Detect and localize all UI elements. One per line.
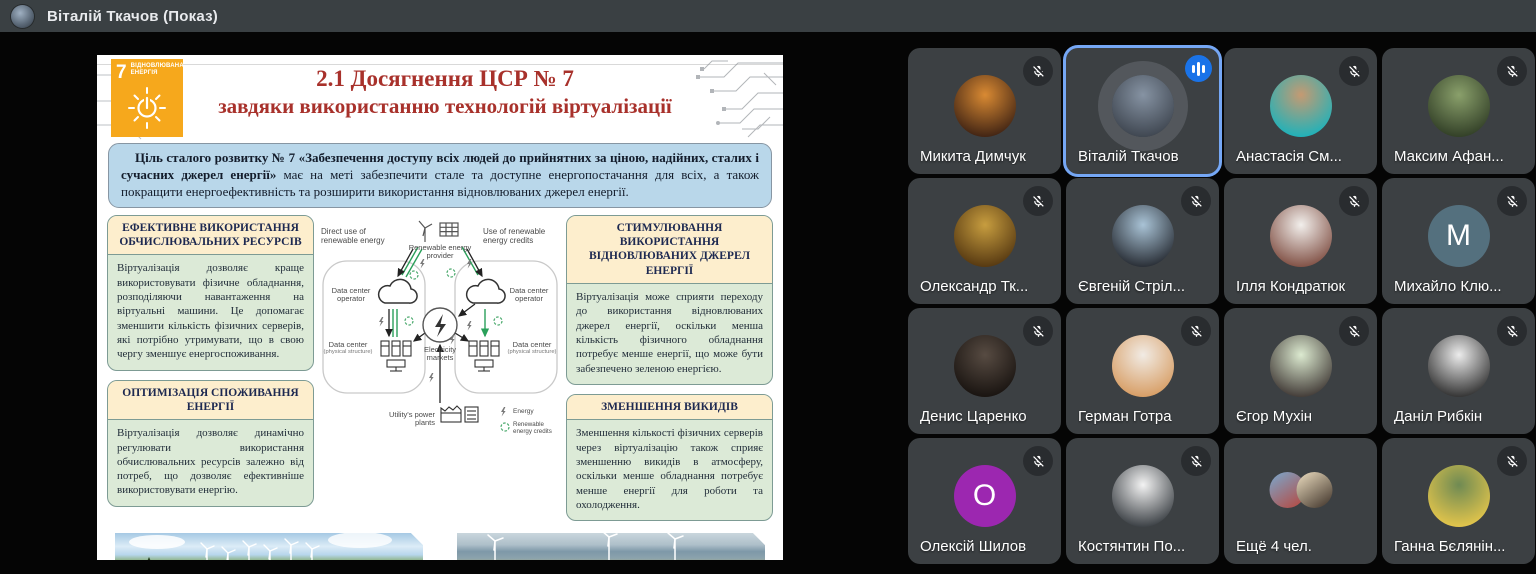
- participant-tile[interactable]: [1066, 308, 1219, 434]
- participant-tile[interactable]: [908, 178, 1061, 304]
- participant-tile[interactable]: [908, 308, 1061, 434]
- participant-name: Віталій Ткачов: [1078, 148, 1179, 165]
- participant-name: Олександр Тк...: [920, 278, 1029, 295]
- avatar: О: [954, 465, 1016, 527]
- avatar: [1112, 335, 1174, 397]
- avatar: [1428, 75, 1490, 137]
- presenter-name: Віталій Ткачов (Показ): [47, 7, 218, 25]
- participant-tile[interactable]: [1382, 438, 1535, 564]
- shared-screen-stage: [0, 32, 896, 574]
- avatar: [954, 75, 1016, 137]
- datacenter-art: [457, 533, 765, 560]
- participant-name: Євгеній Стріл...: [1078, 278, 1186, 295]
- participant-tile[interactable]: [1224, 48, 1377, 174]
- participant-tile[interactable]: [1224, 438, 1377, 564]
- info-box-energy-optimization: [107, 380, 314, 507]
- participant-name: Анастасія См...: [1236, 148, 1342, 165]
- participant-tile[interactable]: [908, 48, 1061, 174]
- avatar: [954, 205, 1016, 267]
- speaking-indicator-icon: [1185, 55, 1212, 82]
- info-box-emissions: [566, 394, 773, 521]
- info-box-title: ЕФЕКТИВНЕ ВИКОРИСТАННЯ ОБЧИСЛЮВАЛЬНИХ РЕСУРСІВ: [108, 216, 313, 256]
- slide-content: [97, 208, 783, 521]
- right-column: [566, 215, 773, 521]
- avatar: [1270, 335, 1332, 397]
- diagram-label-datacenter: Data center (physical structure): [507, 339, 557, 356]
- mic-muted-icon: [1497, 316, 1527, 346]
- mic-muted-icon: [1023, 56, 1053, 86]
- mic-muted-icon: [1181, 446, 1211, 476]
- energy-flow-diagram: [321, 215, 559, 453]
- participant-name: Денис Царенко: [920, 408, 1027, 425]
- participant-tile[interactable]: [908, 438, 1061, 564]
- info-box-body: Віртуалізація може сприяти переходу до використання відновлюваних джерел енергії, оскільки менша кількість фізичного обладнання потребує менше енергії, що може бути забезпечено зеленою енергією.: [576, 291, 763, 375]
- left-column: [107, 215, 314, 507]
- slide-title-line1: 2.1 Досягнення ЦСР № 7: [316, 66, 574, 91]
- participant-name: Микита Димчук: [920, 148, 1026, 165]
- participant-tile[interactable]: [1066, 48, 1219, 174]
- participant-tile[interactable]: [1382, 308, 1535, 434]
- mic-muted-icon: [1339, 186, 1369, 216]
- diagram-label-credits-use: Use of renewable energy credits: [483, 226, 546, 245]
- participant-tile[interactable]: [1382, 178, 1535, 304]
- diagram-label-provider: Renewable energy provider: [408, 242, 472, 261]
- avatar: М: [1428, 205, 1490, 267]
- avatar: [1269, 472, 1332, 508]
- participant-name: Герман Готра: [1078, 408, 1172, 425]
- slide-header: [97, 55, 783, 141]
- diagram-label-direct-use: Direct use of renewable energy: [321, 226, 385, 245]
- slide-title: [217, 65, 673, 119]
- sdg-number: 7: [116, 62, 127, 83]
- info-box-compute-resources: [107, 215, 314, 371]
- photo-wind-solar-farm: [111, 529, 427, 560]
- avatar: [1112, 205, 1174, 267]
- sdg7-badge: [111, 59, 183, 137]
- callout-text: має на меті забезпечити стале та доступне енергопостачання для всіх, а також покращити енергоефективність та розширити використання відновлюваних джерел енергії.: [121, 166, 759, 199]
- mic-muted-icon: [1339, 56, 1369, 86]
- avatar: [1428, 465, 1490, 527]
- participant-name: Єгор Мухін: [1236, 408, 1313, 425]
- avatar: [1270, 205, 1332, 267]
- presentation-slide: [97, 55, 783, 560]
- participant-name: Ганна Бєлянін...: [1394, 538, 1506, 555]
- info-box-title: ЗМЕНШЕННЯ ВИКИДІВ: [567, 395, 772, 420]
- participant-name: Ілля Кондратюк: [1236, 278, 1346, 295]
- diagram-legend-credits: Renewable energy credits: [513, 420, 552, 435]
- mic-muted-icon: [1023, 186, 1053, 216]
- mic-muted-icon: [1497, 186, 1527, 216]
- diagram-label-operator: Data center operator: [509, 285, 549, 304]
- diagram-label-datacenter: Data center (physical structure): [323, 339, 373, 356]
- sdg-definition-callout: [108, 143, 772, 208]
- participant-tile[interactable]: [1224, 308, 1377, 434]
- avatar: [1112, 465, 1174, 527]
- participant-tile[interactable]: [1382, 48, 1535, 174]
- diagram-label-utility: Utility's power plants: [388, 409, 435, 428]
- mic-muted-icon: [1339, 316, 1369, 346]
- diagram-label-operator: Data center operator: [331, 285, 371, 304]
- participant-tile[interactable]: [1066, 438, 1219, 564]
- avatar: [1428, 335, 1490, 397]
- diagram-label-market: Electricity markets: [423, 344, 457, 363]
- presenter-avatar: [11, 5, 34, 28]
- participant-name: Олексій Шилов: [920, 538, 1027, 555]
- participants-grid: [908, 48, 1535, 564]
- top-bar: [0, 0, 1536, 32]
- info-box-title: СТИМУЛЮВАННЯ ВИКОРИСТАННЯ ВІДНОВЛЮВАНИХ ДЖЕРЕЛ ЕНЕРГІЇ: [567, 216, 772, 285]
- slide-photos: [97, 521, 783, 560]
- avatar: [1112, 75, 1174, 137]
- participant-tile[interactable]: [1066, 178, 1219, 304]
- mic-muted-icon: [1181, 316, 1211, 346]
- mic-muted-icon: [1497, 446, 1527, 476]
- info-box-title: ОПТИМІЗАЦІЯ СПОЖИВАННЯ ЕНЕРГІЇ: [108, 381, 313, 421]
- participant-name: Максим Афан...: [1394, 148, 1504, 165]
- callout-bold-text: Ціль сталого розвитку № 7 «Забезпечення доступу всіх людей до прийнятних за ціною, надійних, сталих і сучасних джерел енергії»: [121, 150, 759, 182]
- photo-datacenter-wind: [453, 529, 769, 560]
- sdg-label: ВІДНОВЛЮВАНА ЕНЕРГІЯ: [130, 63, 184, 76]
- info-box-body: Віртуалізація дозволяє динамічно регулювати використання обчислювальних ресурсів залежно від потреб, що дозволяє ефективніше використовувати енергію.: [117, 427, 304, 497]
- sun-energy-icon: [126, 86, 168, 130]
- slide-title-line2: завдяки використанню технологій віртуалізації: [218, 93, 672, 118]
- mic-muted-icon: [1497, 56, 1527, 86]
- mic-muted-icon: [1023, 316, 1053, 346]
- wind-solar-art: [115, 533, 423, 560]
- avatar: [954, 335, 1016, 397]
- participant-name: Даніл Рибкін: [1394, 408, 1483, 425]
- mic-muted-icon: [1023, 446, 1053, 476]
- info-box-renewables: [566, 215, 773, 385]
- participant-name: Ещё 4 чел.: [1236, 538, 1312, 555]
- diagram-legend-energy: Energy: [513, 407, 534, 415]
- mic-muted-icon: [1181, 186, 1211, 216]
- info-box-body: Віртуалізація дозволяє краще використовувати фізичне обладнання, розподіляючи навантаження на віртуальні машини. Це допомагає зменшити кількість фізичних серверів, які потрібно утримувати, що в свою чергу зменшує енергоспоживання.: [117, 262, 304, 361]
- info-box-body: Зменшення кількості фізичних серверів через віртуалізацію також сприяє зменшенню викидів в атмосферу, оскільки менше обладнання потребує менше енергії для роботи та охолодження.: [576, 427, 763, 511]
- avatar: [1270, 75, 1332, 137]
- participant-tile[interactable]: [1224, 178, 1377, 304]
- participant-name: Костянтин По...: [1078, 538, 1186, 555]
- participant-name: Михайло Клю...: [1394, 278, 1502, 295]
